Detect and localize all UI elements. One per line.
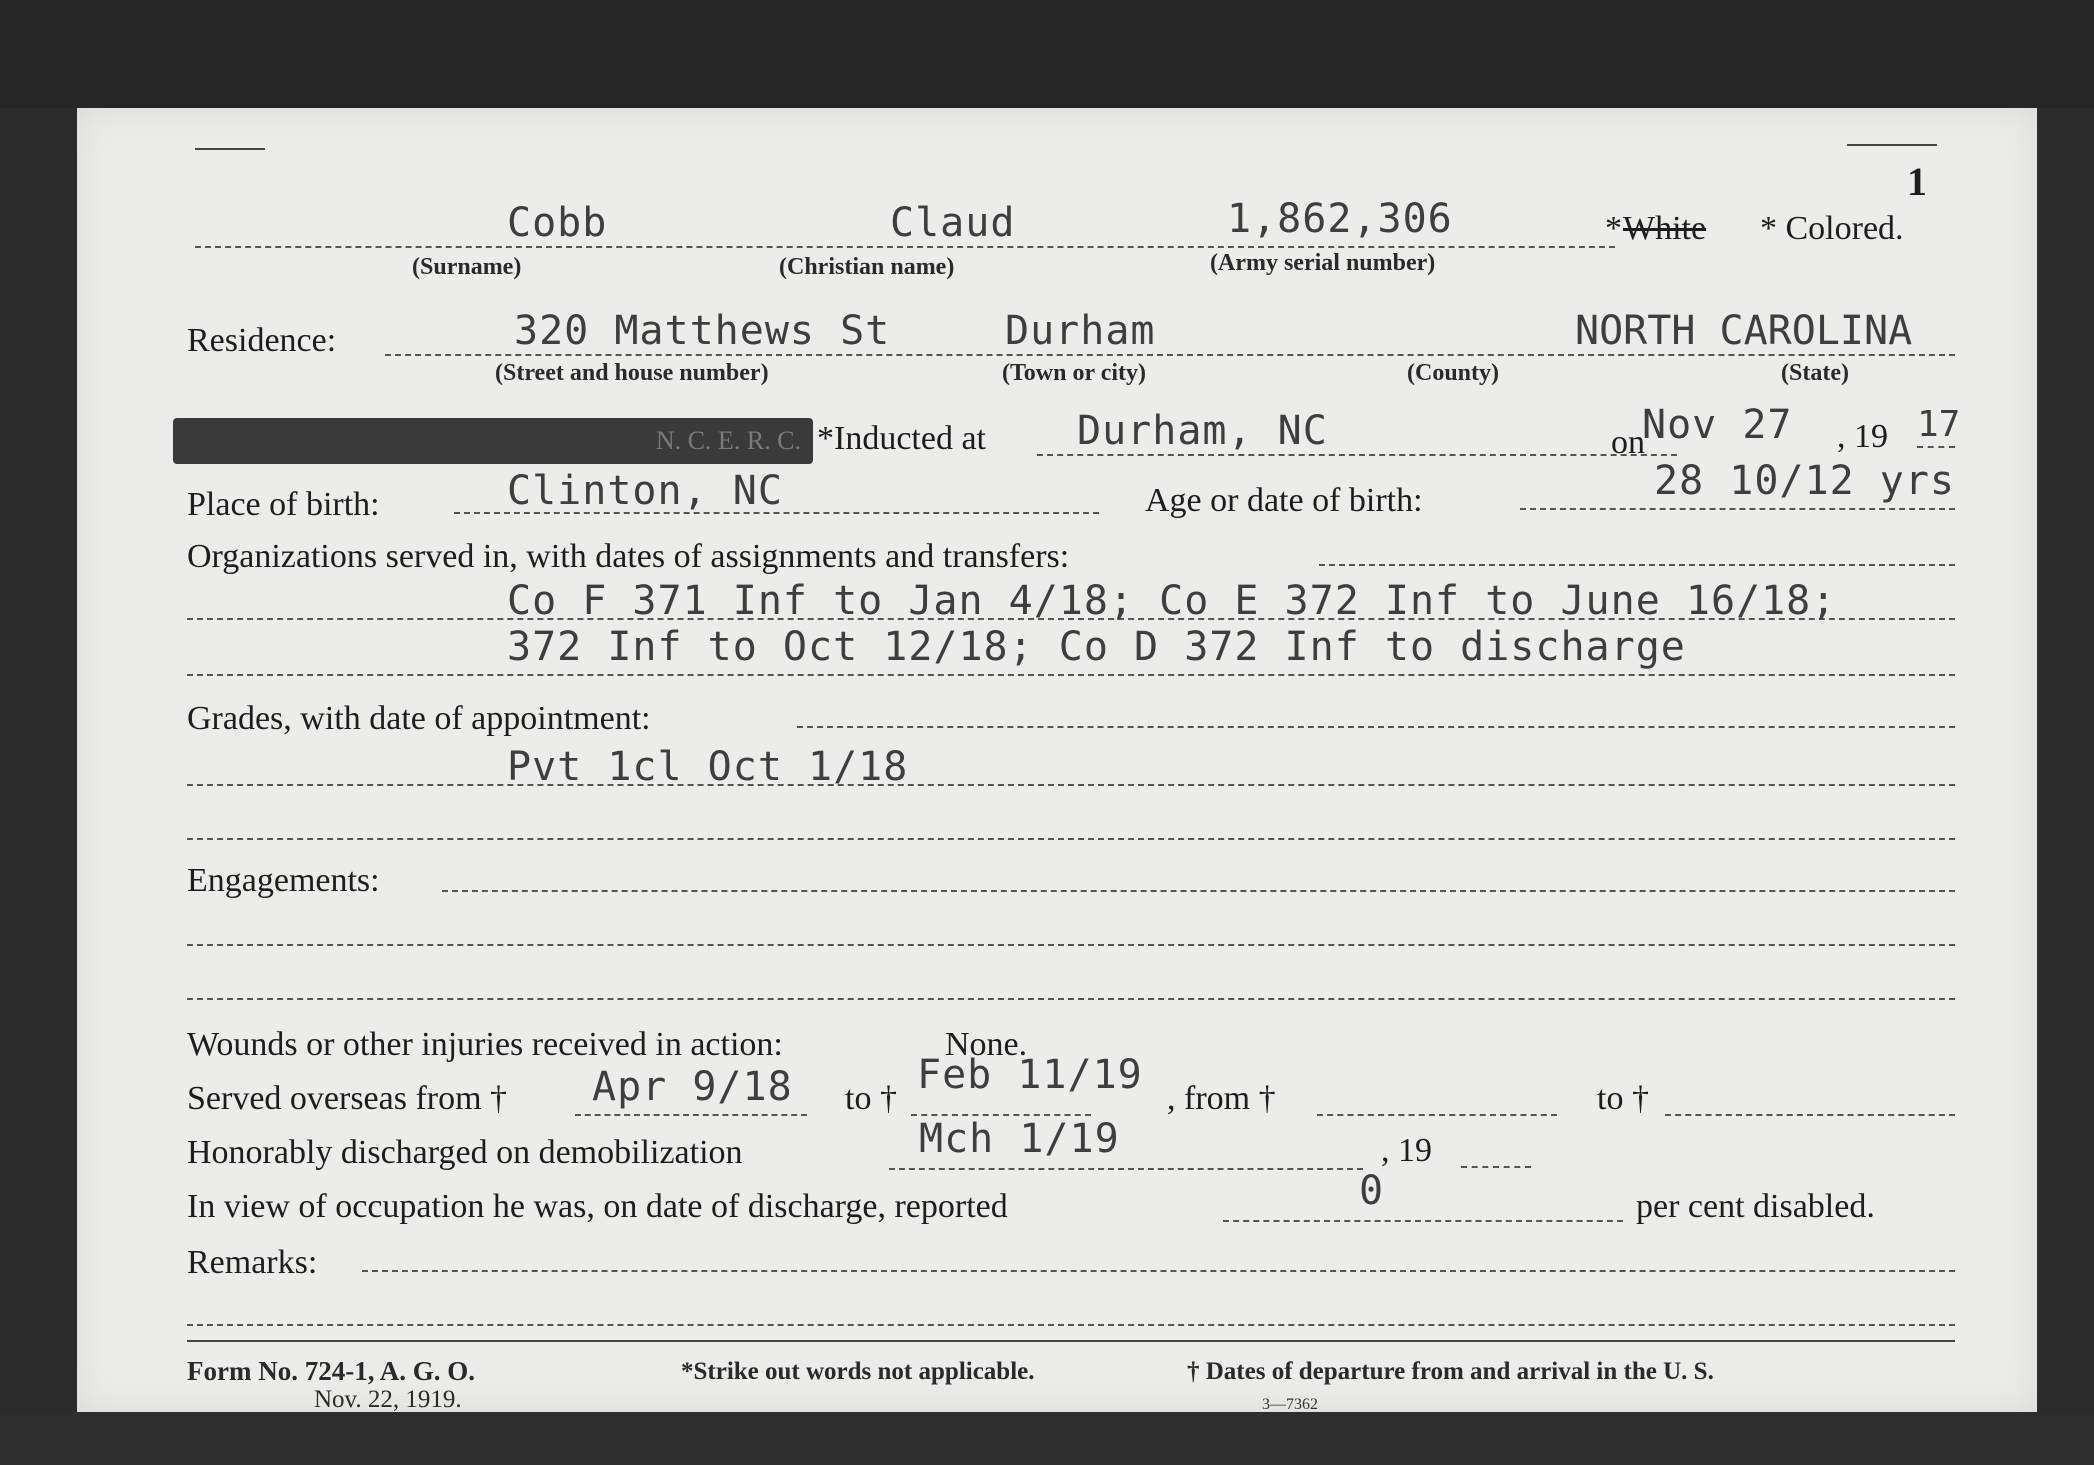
residence-label: Residence: <box>187 322 337 359</box>
grades-line-2 <box>187 838 1955 840</box>
organizations-entry-1: Co F 371 Inf to Jan 4/18; Co E 372 Inf to June 16/18; <box>507 578 1837 624</box>
wounds-value: None. <box>945 1026 1028 1063</box>
serial-number-value: 1,862,306 <box>1227 196 1453 242</box>
overseas-from-line <box>575 1114 807 1116</box>
dates-note: † Dates of departure from and arrival in the U. S. <box>1187 1358 1714 1385</box>
organizations-line-0 <box>1319 564 1955 566</box>
age-label: Age or date of birth: <box>1145 482 1423 519</box>
disability-suffix: per cent disabled. <box>1636 1188 1875 1225</box>
age-line <box>1520 508 1955 510</box>
discharge-date-value: Mch 1/19 <box>919 1116 1120 1162</box>
discharge-line <box>889 1168 1363 1170</box>
overseas-to2-line <box>1665 1114 1955 1116</box>
race-asterisk: * <box>1605 210 1622 247</box>
redacted-tail-text: N. C. E. R. C. <box>655 426 801 455</box>
wounds-label: Wounds or other injuries received in action: <box>187 1026 783 1063</box>
disability-line <box>1223 1220 1623 1222</box>
place-of-birth-value: Clinton, NC <box>507 468 783 514</box>
overseas-to-value: Feb 11/19 <box>917 1052 1143 1098</box>
race-colored: * Colored. <box>1760 210 1904 247</box>
on-label: on <box>1611 424 1645 461</box>
organizations-line-2 <box>187 674 1955 676</box>
discharge-year-line <box>1461 1166 1531 1168</box>
christian-name-caption: (Christian name) <box>779 254 955 280</box>
state-caption: (State) <box>1781 360 1849 386</box>
overseas-from2-label: , from † <box>1167 1080 1276 1117</box>
county-caption: (County) <box>1407 360 1500 386</box>
footer-rule <box>187 1340 1955 1342</box>
strike-note: *Strike out words not applicable. <box>681 1358 1035 1385</box>
engagements-line-0 <box>442 890 1955 892</box>
remarks-line-1 <box>187 1324 1955 1326</box>
grades-line-1 <box>187 784 1955 786</box>
disability-value: 0 <box>1359 1168 1385 1214</box>
discharge-year-prefix: , 19 <box>1381 1132 1432 1169</box>
residence-line <box>385 354 1955 356</box>
overseas-to2-label: to † <box>1597 1080 1649 1117</box>
place-of-birth-label: Place of birth: <box>187 486 380 523</box>
redacted-block <box>173 418 813 464</box>
organizations-label: Organizations served in, with dates of assignments and transfers: <box>187 538 1070 575</box>
scan-background-bottom <box>0 1412 2094 1465</box>
engagements-line-1 <box>187 944 1955 946</box>
inducted-line <box>1037 454 1677 456</box>
inducted-date-value: Nov 27 <box>1642 402 1793 448</box>
discharge-label: Honorably discharged on demobilization <box>187 1134 743 1171</box>
grades-label: Grades, with date of appointment: <box>187 700 651 737</box>
top-left-rule <box>195 148 265 150</box>
card-number: 1 <box>1907 159 1927 204</box>
print-code: 3—7362 <box>1262 1396 1318 1413</box>
remarks-label: Remarks: <box>187 1244 318 1281</box>
service-record-card <box>77 108 2037 1412</box>
organizations-entry-2: 372 Inf to Oct 12/18; Co D 372 Inf to discharge <box>507 624 1686 670</box>
inducted-place-value: Durham, NC <box>1077 408 1328 454</box>
surname-value: Cobb <box>507 200 608 246</box>
form-number: Form No. 724-1, A. G. O. <box>187 1356 475 1386</box>
overseas-from2-line <box>1317 1114 1557 1116</box>
overseas-from-value: Apr 9/18 <box>592 1064 793 1110</box>
inducted-label: *Inducted at <box>817 420 986 457</box>
race-white: White <box>1623 210 1707 247</box>
serial-number-caption: (Army serial number) <box>1210 250 1436 276</box>
overseas-label: Served overseas from † <box>187 1080 508 1117</box>
top-right-rule <box>1847 144 1937 146</box>
street-caption: (Street and house number) <box>495 360 769 386</box>
residence-street-value: 320 Matthews St <box>514 308 891 354</box>
inducted-year-prefix: , 19 <box>1837 418 1888 455</box>
remarks-line-0 <box>362 1270 1955 1272</box>
disability-label: In view of occupation he was, on date of discharge, reported <box>187 1188 1008 1225</box>
town-caption: (Town or city) <box>1002 360 1146 386</box>
scan-background-top <box>0 0 2094 108</box>
residence-state-value: NORTH CAROLINA <box>1575 308 1913 354</box>
engagements-label: Engagements: <box>187 862 380 899</box>
form-date: Nov. 22, 1919. <box>314 1386 462 1413</box>
inducted-year-line <box>1917 446 1955 448</box>
grades-line-0 <box>797 726 1955 728</box>
inducted-year-value: 17 <box>1917 404 1961 445</box>
age-value: 28 10/12 yrs <box>1654 458 1955 504</box>
overseas-to-label: to † <box>845 1080 897 1117</box>
surname-caption: (Surname) <box>412 254 522 280</box>
christian-name-value: Claud <box>890 200 1016 246</box>
name-line <box>195 246 1615 248</box>
residence-town-value: Durham <box>1005 308 1156 354</box>
grades-value: Pvt 1cl Oct 1/18 <box>507 744 909 790</box>
engagements-line-2 <box>187 998 1955 1000</box>
